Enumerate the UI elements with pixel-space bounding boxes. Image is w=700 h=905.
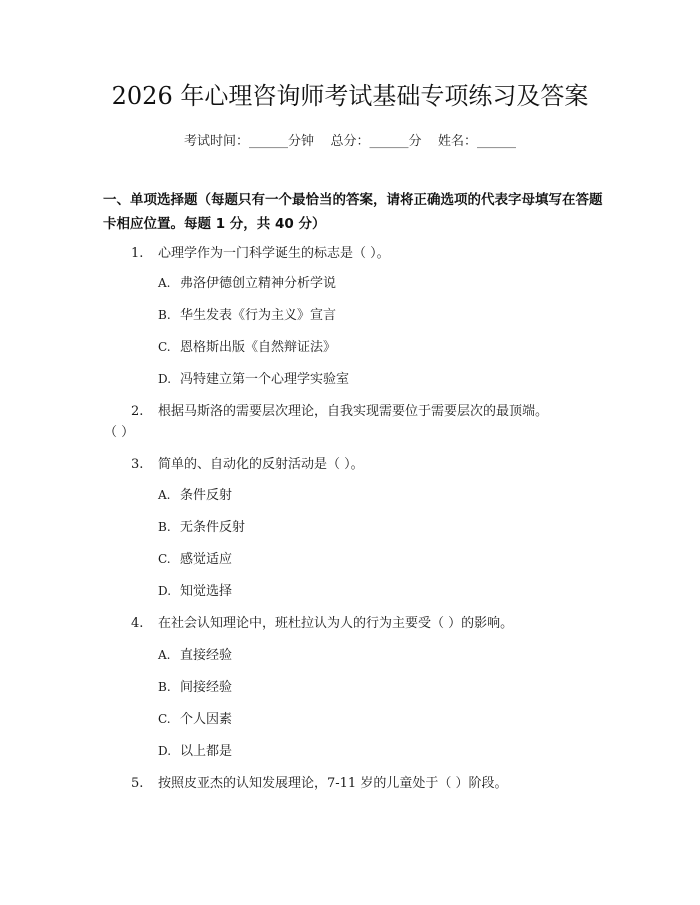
option-text: 条件反射 <box>180 488 233 503</box>
option-d <box>158 369 349 390</box>
question-number: 3. <box>131 457 144 472</box>
option-text: 恩格斯出版《自然辩证法》 <box>180 340 337 355</box>
option-text: 知觉选择 <box>180 584 233 599</box>
option-text: 无条件反射 <box>180 520 246 535</box>
question-number: 2. <box>131 404 144 419</box>
question-text: 在社会认知理论中，班杜拉认为人的行为主要受（ ）的影响。 <box>158 616 514 631</box>
option-letter: C. <box>158 552 171 566</box>
option-d <box>158 581 232 602</box>
option-letter: D. <box>158 584 172 598</box>
option-a <box>158 485 232 506</box>
section-heading: 一、单项选择题（每题只有一个最恰当的答案，请将正确选项的代表字母填写在答题卡相应位置。每题 1 分，共 40 分） <box>103 192 603 232</box>
option-letter: A. <box>158 648 171 662</box>
option-a <box>158 273 336 294</box>
option-a <box>158 645 232 666</box>
option-letter: C. <box>158 340 171 354</box>
option-text: 直接经验 <box>180 648 233 663</box>
option-c <box>158 549 232 570</box>
option-text: 感觉适应 <box>180 552 233 567</box>
question-2-continuation: （ ） <box>104 425 135 440</box>
option-d <box>158 741 232 762</box>
question-text: 根据马斯洛的需要层次理论，自我实现需要位于需要层次的最顶端。 <box>158 404 549 419</box>
option-letter: D. <box>158 372 172 386</box>
question-text: 心理学作为一门科学诞生的标志是（ ）。 <box>158 246 390 261</box>
question-number: 4. <box>131 616 144 631</box>
option-b <box>158 677 232 698</box>
option-text: 个人因素 <box>180 712 233 727</box>
option-letter: B. <box>158 520 171 534</box>
exam-info-line: 考试时间：______分钟 总分：______分 姓名：______ <box>183 134 517 149</box>
question-number: 1. <box>131 246 144 261</box>
question-text: 简单的、自动化的反射活动是（ ）。 <box>158 457 364 472</box>
option-letter: B. <box>158 680 171 694</box>
option-b <box>158 517 245 538</box>
option-c <box>158 337 336 358</box>
document-title: 2026 年心理咨询师考试基础专项练习及答案 <box>111 82 589 110</box>
option-letter: A. <box>158 488 171 502</box>
option-text: 弗洛伊德创立精神分析学说 <box>180 276 337 291</box>
option-text: 华生发表《行为主义》宣言 <box>180 308 337 323</box>
option-letter: B. <box>158 308 171 322</box>
option-text: 间接经验 <box>180 680 233 695</box>
question-number: 5. <box>131 776 144 791</box>
option-text: 冯特建立第一个心理学实验室 <box>180 372 350 387</box>
question-text: 按照皮亚杰的认知发展理论，7-11 岁的儿童处于（ ）阶段。 <box>158 776 508 791</box>
option-c <box>158 709 232 730</box>
option-text: 以上都是 <box>180 744 233 759</box>
option-b <box>158 305 336 326</box>
option-letter: A. <box>158 276 171 290</box>
option-letter: D. <box>158 744 172 758</box>
option-letter: C. <box>158 712 171 726</box>
